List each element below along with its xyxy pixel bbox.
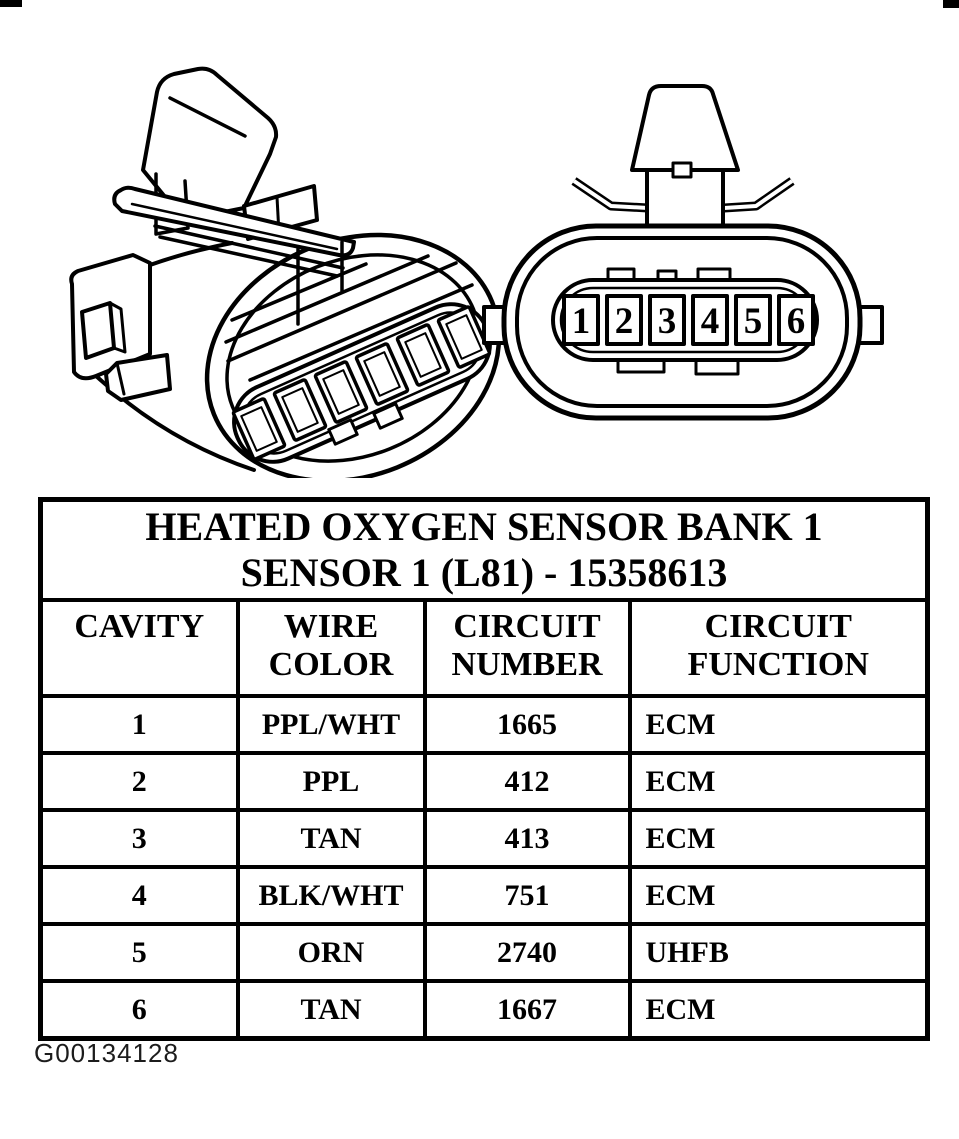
wire-color-cell: BLK/WHT (238, 867, 425, 924)
circuit-number-cell: 2740 (425, 924, 630, 981)
table-row (41, 981, 928, 1039)
table-row (41, 753, 928, 810)
table-header-row (41, 600, 928, 696)
wire-color-cell: ORN (238, 924, 425, 981)
cavity-cell: 4 (41, 867, 238, 924)
latch-tab (106, 355, 170, 400)
pin-number: 1 (571, 301, 591, 342)
pin-cavity-3 (650, 296, 684, 344)
connector-front-view-drawing (480, 60, 900, 430)
table-row (41, 810, 928, 867)
circuit-function-cell: ECM (630, 696, 928, 753)
cavity-cell: 6 (41, 981, 238, 1039)
table-row (41, 924, 928, 981)
pin-number: 5 (743, 301, 763, 342)
circuit-number-cell: 1665 (425, 696, 630, 753)
circuit-function-cell: UHFB (630, 924, 928, 981)
pinout-table (38, 497, 930, 1041)
end-block-slot (82, 303, 114, 358)
connector-body-edge (150, 243, 232, 265)
circuit-number-cell: 412 (425, 753, 630, 810)
wire-prong-left (574, 181, 648, 208)
lock-stem-notch (673, 163, 691, 177)
column-header-cavity: CAVITY (41, 600, 238, 696)
table-row (41, 867, 928, 924)
pin-cavity-5 (736, 296, 770, 344)
pin-cavity-6 (779, 296, 813, 344)
circuit-function-cell: ECM (630, 810, 928, 867)
pin-number: 6 (786, 301, 806, 342)
lock-cap-front (632, 86, 738, 170)
wire-color-cell: TAN (238, 981, 425, 1039)
pin-cavity-1 (564, 296, 598, 344)
wire-color-cell: PPL/WHT (238, 696, 425, 753)
pin-cavity-2 (607, 296, 641, 344)
circuit-number-cell: 1667 (425, 981, 630, 1039)
circuit-number-cell: 413 (425, 810, 630, 867)
scan-artifact (0, 0, 22, 7)
wire-color-cell: PPL (238, 753, 425, 810)
column-header-circuit-function: CIRCUIT FUNCTION (630, 600, 928, 696)
table-title: HEATED OXYGEN SENSOR BANK 1 SENSOR 1 (L81) - 15358613 (41, 500, 928, 601)
pin-number: 3 (657, 301, 677, 342)
circuit-function-cell: ECM (630, 981, 928, 1039)
circuit-function-cell: ECM (630, 753, 928, 810)
connector-perspective-view-drawing (36, 58, 506, 478)
column-header-circuit-number: CIRCUIT NUMBER (425, 600, 630, 696)
table-row (41, 696, 928, 753)
cavity-cell: 2 (41, 753, 238, 810)
wire-color-cell: TAN (238, 810, 425, 867)
pin-number: 4 (700, 301, 720, 342)
cavity-cell: 5 (41, 924, 238, 981)
circuit-function-cell: ECM (630, 867, 928, 924)
pin-number: 2 (614, 301, 634, 342)
scan-artifact (943, 0, 959, 8)
pin-cavity-4 (693, 296, 727, 344)
wire-prong-right (724, 181, 792, 208)
table-title-row (41, 500, 928, 601)
cavity-cell: 3 (41, 810, 238, 867)
circuit-number-cell: 751 (425, 867, 630, 924)
cavity-cell: 1 (41, 696, 238, 753)
column-header-wire-color: WIRE COLOR (238, 600, 425, 696)
lock-stem-front (647, 170, 723, 230)
figure-code: G00134128 (34, 1038, 179, 1068)
